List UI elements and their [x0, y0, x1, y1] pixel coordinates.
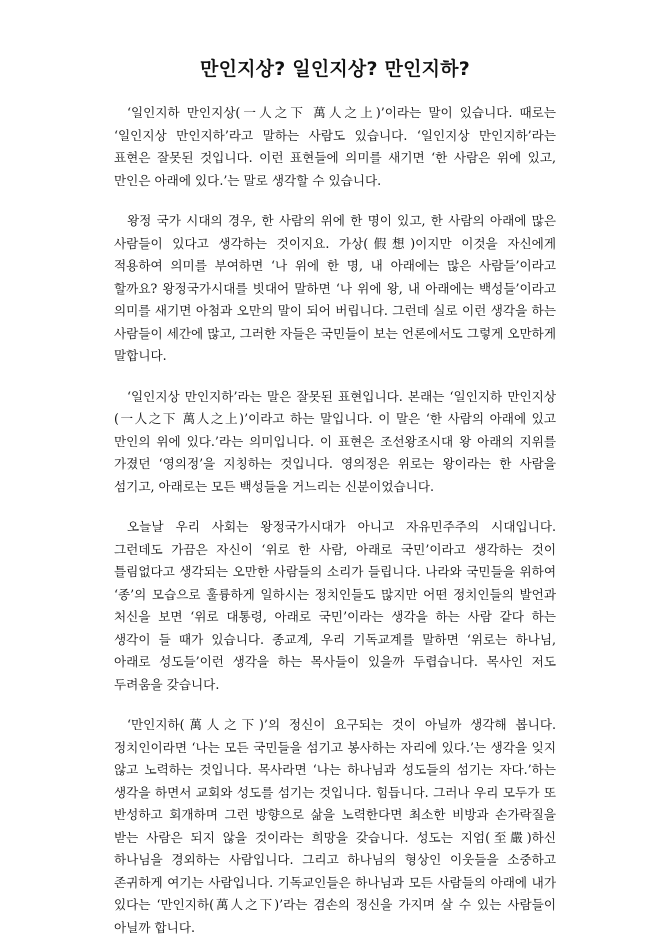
document-title: 만인지상? 일인지상? 만인지하?: [200, 58, 470, 80]
paragraph-4: 오늘날 우리 사회는 왕정국가시대가 아니고 자유민주주의 시대입니다. 그런데도 가끔은 자신이 ‘위로 한 사람, 아래로 국민’이라고 생각하는 것이 틀림없다고 생각되는 오만한 사람들의 소리가 들립니다. 나라와 국민들을 위하여 ‘종’의 모습으로 훌륭하게 일하시는 정치인들도 많지만 어떤 정치인들의 발언과 처신을 보면 ‘위로 대통령, 아래로 국민’이라는 생각을 하는 사람 같다 하는 생각이 들 때가 있습니다. 종교계, 우리 기독교계를 말하면 ‘위로는 하나님, 아래로 성도들’이런 생각을 하는 목사들이 있을까 두렵습니다. 목사인 저도 두려움을 갖습니다.: [114, 519, 556, 692]
paragraph-3: ‘일인지상 만인지하’라는 말은 잘못된 표현입니다. 본래는 ‘일인지하 만인지상(一人之下 萬人之上)’이라고 하는 말입니다. 이 말은 ‘한 사람의 아래에 있고 만인의 위에 있다.’라는 의미입니다. 이 표현은 조선왕조시대 왕 아래의 지위를 가졌던 ‘영의정’을 지칭하는 것입니다. 영의정은 위로는 왕이라는 한 사람을 섬기고, 아래로는 모든 백성들을 거느리는 신분이었습니다.: [114, 388, 556, 494]
paragraph-2: 왕정 국가 시대의 경우, 한 사람의 위에 한 명이 있고, 한 사람의 아래에 많은 사람들이 있다고 생각하는 것이지요. 가상(假想)이지만 이것을 자신에게 적용하여 의미를 부여하면 ‘나 위에 한 명, 내 아래에는 많은 사람들’이라고 할까요? 왕정국가시대를 빗대어 말하면 ‘나 위에 왕, 내 아래에는 백성들’이라고 의미를 새기면 아첨과 오만의 말이 되어 버립니다. 그런데 실로 이런 생각을 하는 사람들이 세간에 많고, 그러한 자들은 국민들이 보는 언론에서도 그렇게 오만하게 말합니다.: [114, 213, 556, 363]
paragraph-5: ‘만인지하(萬人之下)’의 정신이 요구되는 것이 아닐까 생각해 봅니다. 정치인이라면 ‘나는 모든 국민들을 섬기고 봉사하는 자리에 있다.’는 생각을 잊지 않고 노력하는 것입니다. 목사라면 ‘나는 하나님과 성도들의 섬기는 자다.’하는 생각을 하면서 교회와 성도를 섬기는 것입니다. 힘듭니다. 그러나 우리 모두가 또 반성하고 회개하며 그런 방향으로 삶을 노력한다면 최소한 비방과 손가락질을 받는 사람은 되지 않을 것이라는 희망을 갖습니다. 성도는 지엄(至嚴)하신 하나님을 경외하는 사람입니다. 그리고 하나님의 형상인 이웃들을 소중하고 존귀하게 여기는 사람입니다. 기독교인들은 하나님과 모든 사람들의 아래에 내가 있다는 ‘만인지하(萬人之下)’라는 겸손의 정신을 가지며 살 수 있는 사람들이 아닐까 합니다.: [114, 717, 556, 935]
paragraph-1: ‘일인지하 만인지상(一人之下 萬人之上)’이라는 말이 있습니다. 때로는 ‘일인지상 만인지하’라고 말하는 사람도 있습니다. ‘일인지상 만인지하’라는 표현은 잘못된 것입니다. 이런 표현들에 의미를 새기면 ‘한 사람은 위에 있고, 만인은 아래에 있다.’는 말로 생각할 수 있습니다.: [114, 105, 556, 188]
